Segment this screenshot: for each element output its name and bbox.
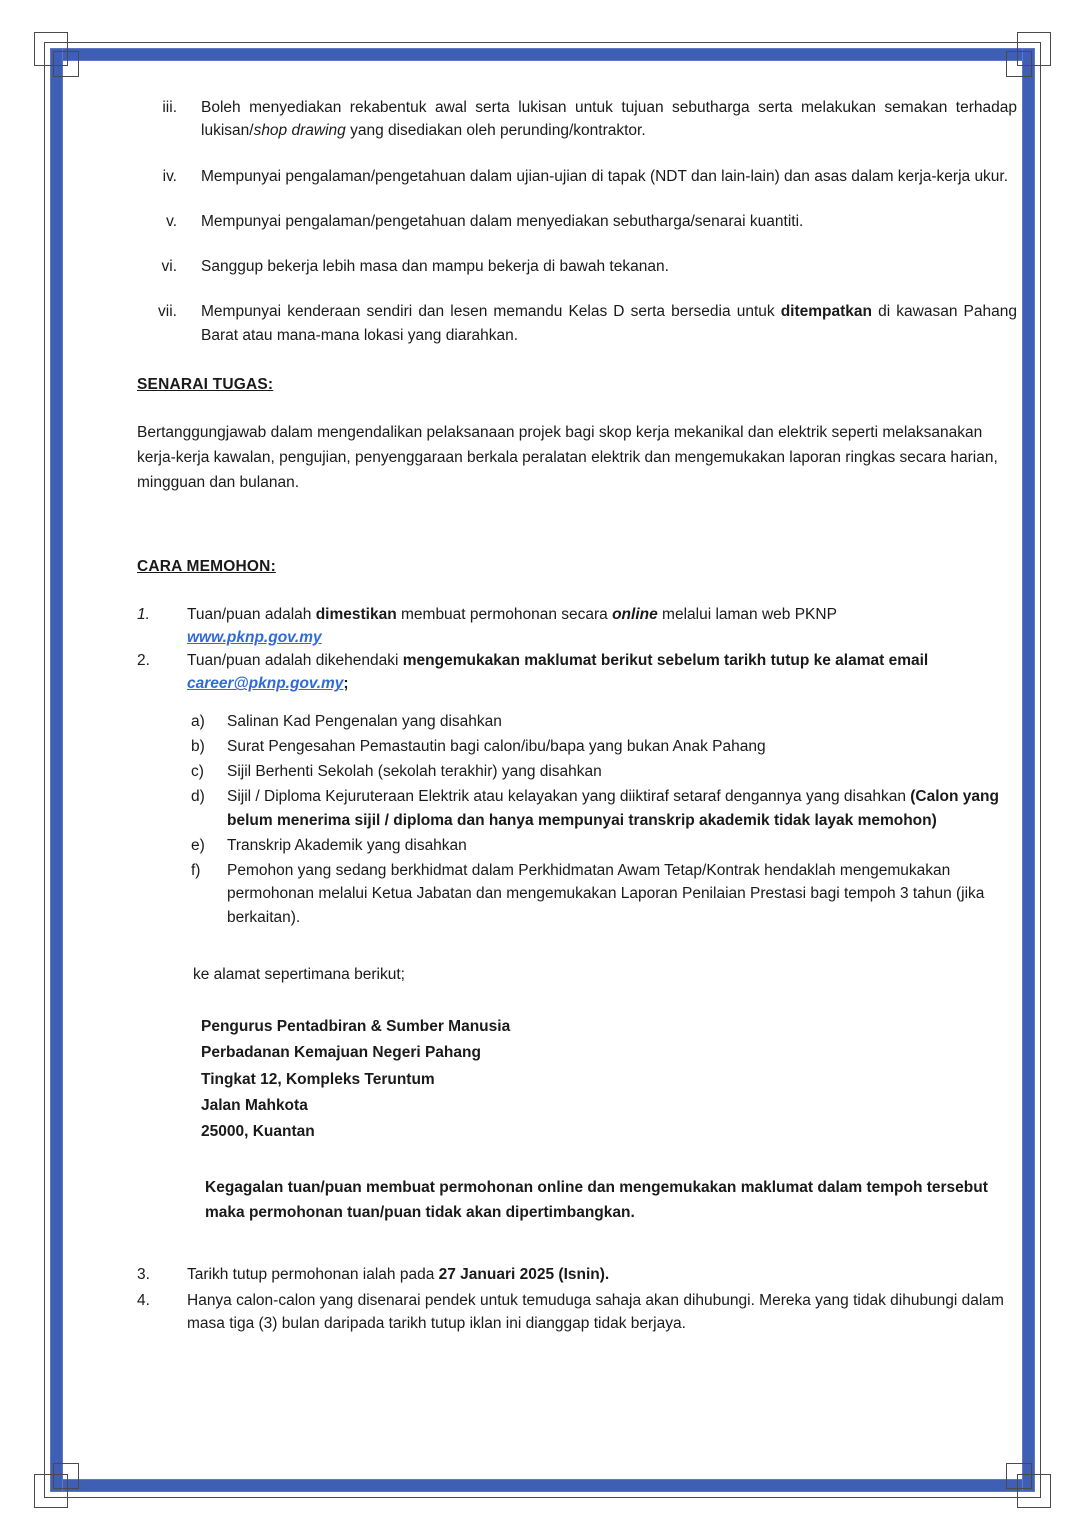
step-text: Hanya calon-calon yang disenarai pendek untuk temuduga sahaja akan dihubungi. Mereka yang tidak dihubungi dalam masa tiga (3) bulan daripada tarikh tutup iklan ini dianggap tidak berjaya. <box>187 1291 1004 1332</box>
document-text-part: Sijil / Diploma Kejuruteraan Elektrik atau kelayakan yang diiktiraf setaraf dengannya yang disahkan <box>227 788 906 806</box>
requirement-text-part: di kawasan Pahang Barat atau mana-mana lokasi yang diarahkan. <box>201 303 1017 344</box>
section-spacer <box>137 495 1017 529</box>
requirement-marker: vi. <box>161 258 177 275</box>
address-line: Jalan Mahkota <box>201 1097 308 1115</box>
application-steps-list <box>137 603 1017 696</box>
requirement-marker: vii. <box>158 303 177 321</box>
document-text: Pemohon yang sedang berkhidmat dalam Perkhidmatan Awam Tetap/Kontrak hendaklah mengemukakan permohonan melalui Ketua Jabatan dan mengemukakan Laporan Penilaian Prestasi bagi tempoh 3 tahun (jika berkaitan). <box>227 862 985 926</box>
document-marker: a) <box>191 712 205 730</box>
career-email-link[interactable]: career@pknp.gov.my <box>187 675 344 693</box>
document-marker: f) <box>191 862 201 880</box>
section-heading-cara-memohon: CARA MEMOHON: <box>137 558 276 576</box>
requirement-item <box>137 255 1017 278</box>
application-step-1 <box>137 603 1017 650</box>
step-text-part: membuat permohonan secara <box>396 605 613 623</box>
border-left-bar <box>50 48 63 1492</box>
requirement-text-strong: ditempatkan <box>780 303 873 321</box>
step-text-strong-emphasis: online <box>612 605 658 623</box>
requirement-text <box>201 300 1017 347</box>
requirement-item <box>137 165 1017 188</box>
document-text <box>227 785 1017 832</box>
document-item-a <box>191 710 1017 733</box>
step-text-strong: dimestikan <box>315 605 397 623</box>
application-step-4 <box>137 1289 1017 1336</box>
application-step-2 <box>137 649 1017 696</box>
step-marker: 4. <box>137 1291 150 1309</box>
address-line: 25000, Kuantan <box>201 1123 315 1141</box>
step-marker: 2. <box>137 652 150 670</box>
requirement-text-part: Mempunyai kenderaan sendiri dan lesen memandu Kelas D serta bersedia untuk <box>201 303 781 321</box>
requirement-text: Mempunyai pengalaman/pengetahuan dalam menyediakan sebutharga/senarai kuantiti. <box>201 212 804 230</box>
requirement-item <box>137 300 1017 347</box>
requirement-text-part: yang disediakan oleh perunding/kontraktor. <box>345 122 646 140</box>
step-marker: 1. <box>137 605 150 623</box>
document-text: Sijil Berhenti Sekolah (sekolah terakhir) yang disahkan <box>227 763 602 781</box>
document-item-d <box>191 785 1017 832</box>
requirement-marker: iv. <box>162 167 177 185</box>
requirement-marker: v. <box>166 212 177 230</box>
border-right-bar <box>1022 48 1035 1492</box>
step-text-part: melalui laman web PKNP <box>657 605 837 623</box>
requirement-item <box>137 96 1017 143</box>
border-hairline-top <box>44 42 1041 43</box>
step-text-trailing: ; <box>343 675 349 693</box>
corner-ornament-bottom-right-inner <box>1006 1463 1032 1489</box>
closing-date-value: 27 Januari 2025 (Isnin). <box>438 1266 610 1284</box>
step-text-part: Tuan/puan adalah <box>187 605 316 623</box>
corner-ornament-top-left-inner <box>53 51 79 77</box>
step-text-part: Tuan/puan adalah dikehendaki <box>187 652 403 670</box>
requirement-text-part: Boleh menyediakan rekabentuk awal serta lukisan untuk tujuan sebutharga serta melakukan semakan terhadap lukisan/ <box>201 99 1017 140</box>
address-intro-text: ke alamat sepertimana berikut; <box>193 965 405 983</box>
step-text <box>187 1263 1017 1286</box>
address-line: Tingkat 12, Kompleks Teruntum <box>201 1070 435 1088</box>
document-text: Salinan Kad Pengenalan yang disahkan <box>227 712 502 730</box>
border-bottom-bar <box>50 1479 1035 1492</box>
requirements-list <box>137 96 1017 347</box>
border-top-bar <box>50 48 1035 61</box>
closing-notes-list <box>137 1263 1017 1335</box>
step-marker: 3. <box>137 1266 150 1284</box>
document-body <box>137 96 1017 1337</box>
document-marker: d) <box>191 788 205 806</box>
border-hairline-bottom <box>44 1497 1041 1498</box>
mailing-address-block <box>201 1014 1017 1146</box>
pknp-website-link[interactable]: www.pknp.gov.my <box>187 628 322 646</box>
requirement-marker: iii. <box>162 99 177 116</box>
document-item-c <box>191 760 1017 783</box>
step-text-strong: mengemukakan maklumat berikut sebelum tarikh tutup ke alamat email <box>402 652 929 670</box>
address-line: Pengurus Pentadbiran & Sumber Manusia <box>201 1018 511 1036</box>
section-heading-senarai-tugas: SENARAI TUGAS: <box>137 375 274 393</box>
document-item-b <box>191 735 1017 758</box>
requirement-text <box>201 96 1017 143</box>
requirement-text: Sanggup bekerja lebih masa dan mampu bekerja di bawah tekanan. <box>201 258 669 275</box>
requirement-text: Mempunyai pengalaman/pengetahuan dalam ujian-ujian di tapak (NDT dan lain-lain) dan asas dalam kerja-kerja ukur. <box>201 167 1009 185</box>
senarai-tugas-paragraph: Bertanggungjawab dalam mengendalikan pelaksanaan projek bagi skop kerja mekanikal dan elektrik seperti melaksanakan kerja-kerja kawalan, pengujian, penyenggaraan berkala peralatan elektrik dan mengemukakan laporan ringkas secara harian, mingguan dan bulanan. <box>137 424 998 492</box>
document-text-strong: (Calon yang belum menerima sijil / diploma dan hanya mempunyai transkrip akademik tidak layak memohon) <box>227 788 999 829</box>
document-text: Surat Pengesahan Pemastautin bagi calon/ibu/bapa yang bukan Anak Pahang <box>227 737 766 755</box>
step-text <box>187 603 1017 650</box>
document-marker: e) <box>191 836 205 854</box>
step-text <box>187 649 1017 696</box>
address-line: Perbadanan Kemajuan Negeri Pahang <box>201 1044 481 1062</box>
document-marker: b) <box>191 737 205 755</box>
application-warning-notice: Kegagalan tuan/puan membuat permohonan online dan mengemukakan maklumat dalam tempoh tersebut maka permohonan tuan/puan tidak akan dipertimbangkan. <box>205 1178 988 1221</box>
application-step-3 <box>137 1263 1017 1286</box>
corner-ornament-top-right-inner <box>1006 51 1032 77</box>
requirement-text-emphasis: shop drawing <box>253 122 346 140</box>
border-hairline-right <box>1040 42 1041 1498</box>
document-text: Transkrip Akademik yang disahkan <box>227 836 467 854</box>
step-text-part: Tarikh tutup permohonan ialah pada <box>187 1266 439 1284</box>
border-hairline-left <box>44 42 45 1498</box>
requirement-item <box>137 210 1017 233</box>
required-documents-list <box>191 710 1017 929</box>
corner-ornament-bottom-left-inner <box>53 1463 79 1489</box>
document-item-f <box>191 859 1017 929</box>
document-item-e <box>191 834 1017 857</box>
document-marker: c) <box>191 763 204 781</box>
